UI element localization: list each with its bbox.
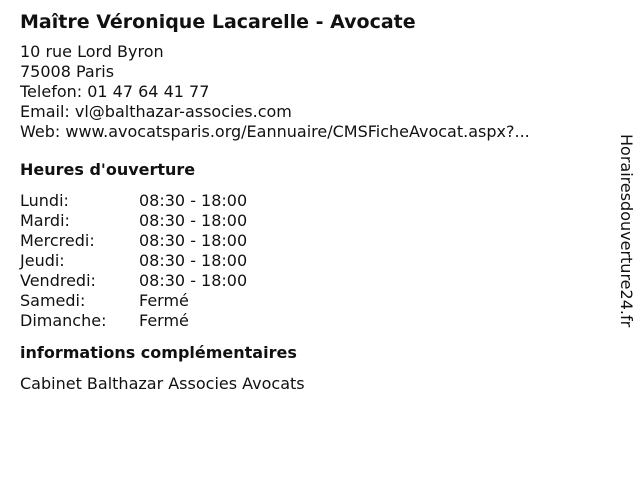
hours-day: Dimanche:	[20, 311, 107, 330]
hours-row-jeudi	[20, 251, 600, 271]
hours-day: Jeudi:	[20, 251, 65, 270]
opening-hours-list	[20, 191, 600, 331]
hours-time: 08:30 - 18:00	[139, 191, 248, 210]
hours-time: Fermé	[139, 311, 189, 330]
hours-day: Lundi:	[20, 191, 69, 210]
hours-time: 08:30 - 18:00	[139, 251, 248, 270]
additional-info-text: Cabinet Balthazar Associes Avocats	[20, 374, 305, 393]
hours-day: Mercredi:	[20, 231, 95, 250]
site-brand-vertical: Horairesdouverture24.fr	[617, 134, 636, 328]
hours-row-dimanche	[20, 311, 600, 331]
web-line: Web: www.avocatsparis.org/Eannuaire/CMSFicheAvocat.aspx?...	[20, 122, 530, 141]
hours-row-samedi	[20, 291, 600, 311]
hours-day: Vendredi:	[20, 271, 96, 290]
contact-block	[20, 42, 600, 142]
hours-time: 08:30 - 18:00	[139, 211, 248, 230]
business-card	[20, 10, 600, 394]
hours-row-mardi	[20, 211, 600, 231]
hours-row-lundi	[20, 191, 600, 211]
hours-row-vendredi	[20, 271, 600, 291]
opening-hours-heading: Heures d'ouverture	[20, 160, 196, 179]
hours-time: 08:30 - 18:00	[139, 231, 248, 250]
hours-row-mercredi	[20, 231, 600, 251]
hours-day: Samedi:	[20, 291, 86, 310]
additional-info-heading: informations complémentaires	[20, 343, 297, 362]
page-title: Maître Véronique Lacarelle - Avocate	[20, 11, 416, 33]
hours-day: Mardi:	[20, 211, 70, 230]
phone-line: Telefon: 01 47 64 41 77	[20, 82, 210, 101]
city-postcode: 75008 Paris	[20, 62, 115, 81]
email-line: Email: vl@balthazar-associes.com	[20, 102, 292, 121]
hours-time: Fermé	[139, 291, 189, 310]
hours-time: 08:30 - 18:00	[139, 271, 248, 290]
street-address: 10 rue Lord Byron	[20, 42, 164, 61]
